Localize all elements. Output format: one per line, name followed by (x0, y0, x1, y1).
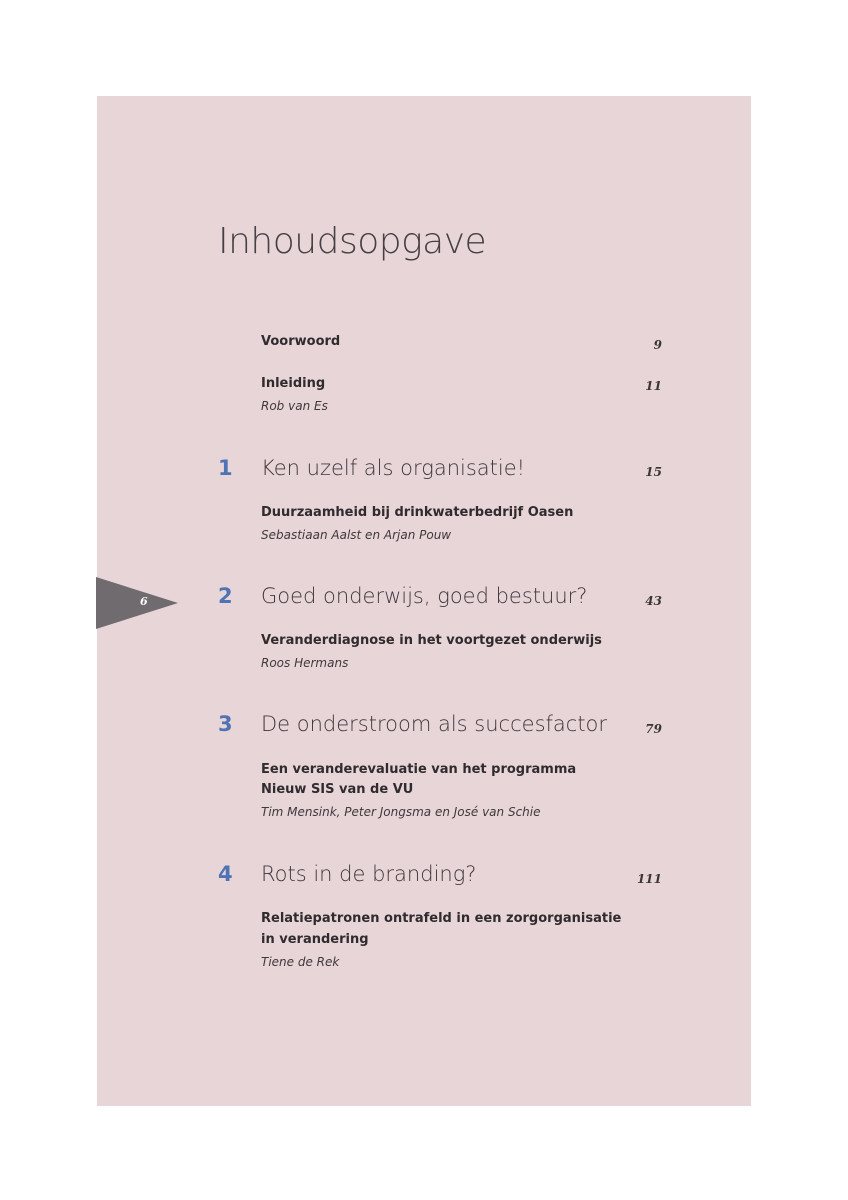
page-number-marker: 6 (140, 595, 148, 608)
toc-page-voorwoord: 9 (653, 338, 662, 352)
chapter-subtitle-4-line-2: in verandering (261, 932, 369, 947)
page-title: Inhoudsopgave (218, 221, 487, 262)
chapter-page-1: 15 (645, 465, 662, 479)
chapter-subtitle-3-line-2: Nieuw SIS van de VU (261, 782, 414, 797)
chapter-subtitle-3-line-1: Een veranderevaluatie van het programma (261, 762, 577, 777)
chapter-page-3: 79 (645, 722, 662, 736)
chapter-author-4: Tiene de Rek (261, 955, 340, 969)
chapter-title-3: De onderstroom als succesfactor (261, 712, 608, 736)
page-marker-triangle (96, 577, 178, 629)
chapter-number-1: 1 (218, 456, 233, 480)
chapter-subtitle-1: Duurzaamheid bij drinkwaterbedrijf Oasen (261, 505, 574, 520)
chapter-number-2: 2 (218, 584, 233, 608)
chapter-page-4: 111 (636, 872, 662, 886)
toc-author-inleiding: Rob van Es (261, 399, 328, 413)
toc-entry-voorwoord: Voorwoord (261, 334, 341, 349)
toc-entry-inleiding: Inleiding (261, 376, 326, 391)
chapter-author-3: Tim Mensink, Peter Jongsma en José van Schie (261, 805, 541, 819)
chapter-subtitle-2: Veranderdiagnose in het voortgezet onderwijs (261, 633, 602, 648)
toc-page-inleiding: 11 (645, 379, 662, 393)
chapter-title-2: Goed onderwijs, goed bestuur? (261, 584, 588, 608)
chapter-title-1: Ken uzelf als organisatie! (261, 456, 526, 480)
chapter-author-2: Roos Hermans (261, 656, 349, 670)
chapter-title-4: Rots in de branding? (261, 862, 477, 886)
chapter-page-2: 43 (645, 594, 662, 608)
chapter-author-1: Sebastiaan Aalst en Arjan Pouw (261, 528, 452, 542)
chapter-number-4: 4 (218, 862, 233, 886)
chapter-number-3: 3 (218, 712, 233, 736)
chapter-subtitle-4-line-1: Relatiepatronen ontrafeld in een zorgorganisatie (261, 911, 622, 926)
